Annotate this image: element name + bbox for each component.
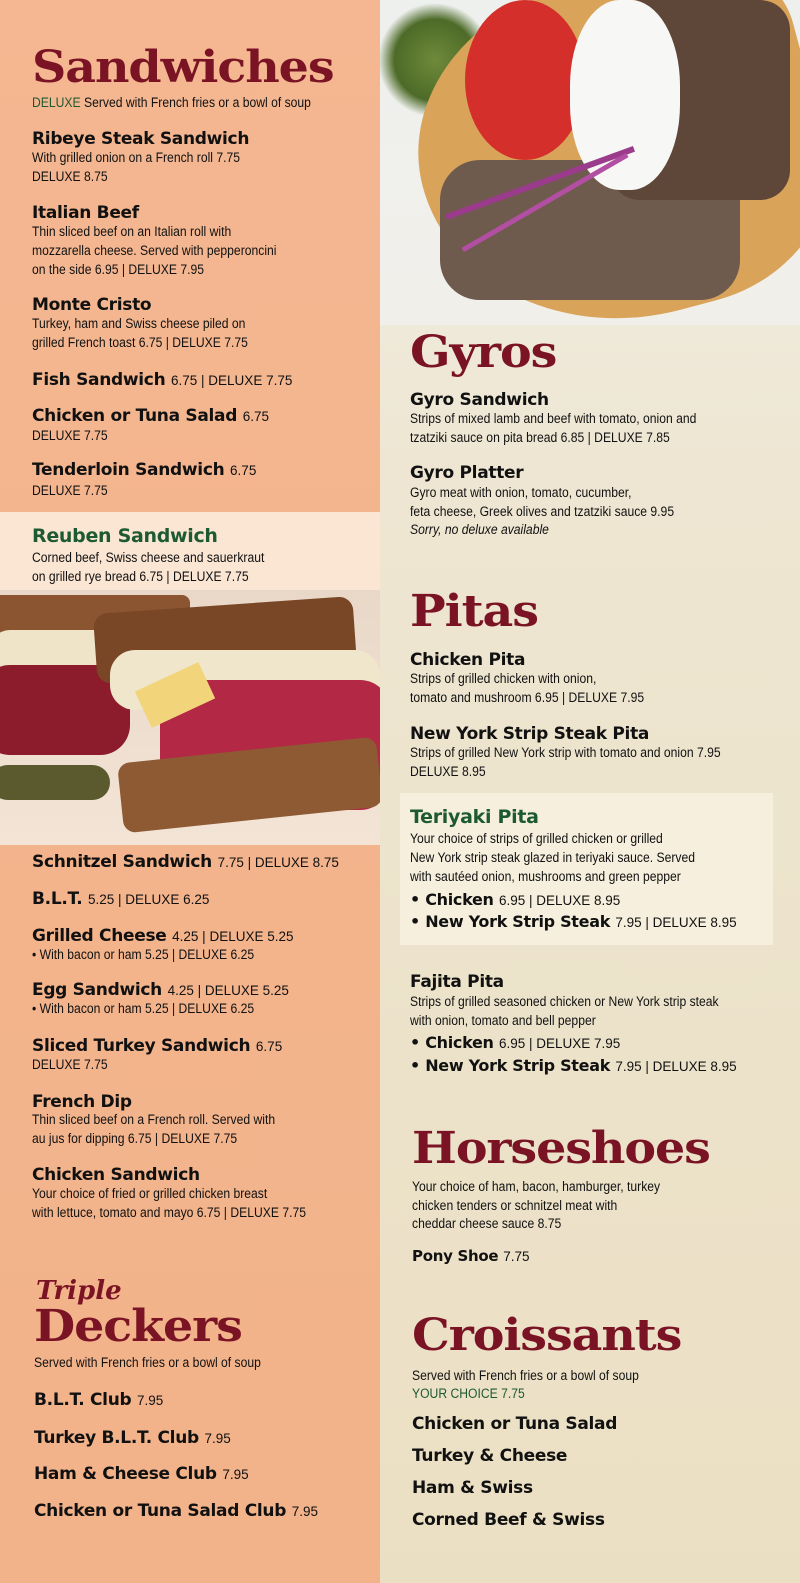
item-name: Pony Shoe <box>412 1247 499 1265</box>
croissants-title: Croissants <box>412 1310 682 1361</box>
menu-item <box>34 1390 163 1411</box>
item-desc: DELUXE 7.75 <box>32 1057 108 1072</box>
triple-title-small: Triple <box>36 1276 122 1306</box>
item-price: 7.95 <box>222 1467 249 1482</box>
item-name: Ham & Swiss <box>412 1478 533 1498</box>
deluxe-note-text: Served with French fries or a bowl of soup <box>84 95 311 110</box>
deckers-note: Served with French fries or a bowl of soup <box>34 1355 261 1370</box>
item-note: Sorry, no deluxe available <box>410 522 549 537</box>
item-price: 4.25 | DELUXE 5.25 <box>167 983 289 998</box>
item-name: Turkey B.L.T. Club <box>34 1428 199 1448</box>
item-name: Turkey & Cheese <box>412 1446 568 1466</box>
item-price: 6.75 <box>242 409 269 424</box>
menu-item <box>32 852 339 873</box>
item-price: 7.95 <box>137 1393 164 1408</box>
item-price: 7.75 <box>503 1249 530 1264</box>
item-name: Egg Sandwich <box>32 980 162 1000</box>
item-desc: Corned beef, Swiss cheese and sauerkraut <box>32 550 265 565</box>
item-desc: Thin sliced beef on a French roll. Served with <box>32 1112 276 1127</box>
croissants-note: Served with French fries or a bowl of soup <box>412 1368 639 1383</box>
item-name: Schnitzel Sandwich <box>32 852 212 872</box>
option-price: 6.95 | DELUXE 8.95 <box>498 893 621 908</box>
item-name: Ribeye Steak Sandwich <box>32 129 250 149</box>
item-desc: on grilled rye bread 6.75 | DELUXE 7.75 <box>32 569 249 584</box>
item-desc: with onion, tomato and bell pepper <box>410 1013 596 1028</box>
item-name: Monte Cristo <box>32 295 152 315</box>
item-desc: Your choice of fried or grilled chicken breast <box>32 1186 268 1201</box>
menu-item <box>34 1501 318 1522</box>
item-desc: with sautéed onion, mushrooms and green pepper <box>410 869 681 884</box>
item-desc: mozzarella cheese. Served with pepperoncini <box>32 243 277 258</box>
item-desc: Strips of grilled seasoned chicken or New York strip steak <box>410 994 719 1009</box>
item-name-reuben: Reuben Sandwich <box>32 525 218 547</box>
item-desc: DELUXE 8.95 <box>410 764 486 779</box>
item-desc: chicken tenders or schnitzel meat with <box>412 1198 618 1213</box>
item-name: Grilled Cheese <box>32 926 167 946</box>
option-price: 7.95 | DELUXE 8.95 <box>615 1059 737 1074</box>
option-price: 7.95 | DELUXE 8.95 <box>615 915 737 930</box>
item-name: Chicken Sandwich <box>32 1165 200 1185</box>
item-price: 6.75 <box>230 463 257 478</box>
item-name: Ham & Cheese Club <box>34 1464 217 1484</box>
menu-item <box>32 460 256 481</box>
option-name: • New York Strip Steak <box>410 912 611 931</box>
item-name: Gyro Sandwich <box>410 390 549 410</box>
item-name: Fish Sandwich <box>32 370 166 390</box>
horseshoes-title: Horseshoes <box>412 1123 710 1174</box>
item-price: 4.25 | DELUXE 5.25 <box>172 929 294 944</box>
item-desc: tzatziki sauce on pita bread 6.85 | DELUXE 7.85 <box>410 430 670 445</box>
menu-item <box>412 1246 529 1267</box>
pitas-title: Pitas <box>410 586 538 637</box>
item-desc: cheddar cheese sauce 8.75 <box>412 1216 562 1231</box>
item-desc: Your choice of ham, bacon, hamburger, turkey <box>412 1179 661 1194</box>
item-desc: With grilled onion on a French roll 7.75 <box>32 150 241 165</box>
item-desc: DELUXE 8.75 <box>32 169 108 184</box>
item-desc: • With bacon or ham 5.25 | DELUXE 6.25 <box>32 1001 255 1016</box>
item-price: 7.75 | DELUXE 8.75 <box>217 855 339 870</box>
item-desc: Thin sliced beef on an Italian roll with <box>32 224 232 239</box>
item-desc: au jus for dipping 6.75 | DELUXE 7.75 <box>32 1131 238 1146</box>
option <box>410 1033 620 1054</box>
item-desc: Strips of grilled New York strip with tomato and onion 7.95 <box>410 745 721 760</box>
item-name: Italian Beef <box>32 203 139 223</box>
menu-item <box>32 370 292 391</box>
item-name: Sliced Turkey Sandwich <box>32 1036 251 1056</box>
item-price: 6.75 <box>255 1039 283 1054</box>
menu-item <box>32 406 269 427</box>
sandwiches-deluxe-note <box>32 94 311 112</box>
item-desc: grilled French toast 6.75 | DELUXE 7.75 <box>32 335 248 350</box>
option <box>410 890 620 911</box>
item-price: 5.25 | DELUXE 6.25 <box>88 892 210 907</box>
item-name: B.L.T. <box>32 889 83 909</box>
item-name: Tenderloin Sandwich <box>32 460 225 480</box>
item-name: Chicken or Tuna Salad <box>412 1414 618 1434</box>
item-desc: Your choice of strips of grilled chicken or grilled <box>410 831 663 846</box>
item-name: Chicken or Tuna Salad Club <box>34 1501 287 1521</box>
item-desc: DELUXE 7.75 <box>32 428 108 443</box>
item-price: 7.95 <box>291 1504 318 1519</box>
option-price: 6.95 | DELUXE 7.95 <box>498 1036 621 1051</box>
item-name: Chicken Pita <box>410 650 526 670</box>
menu-item <box>34 1464 249 1485</box>
item-name: B.L.T. Club <box>34 1390 132 1410</box>
item-desc: Turkey, ham and Swiss cheese piled on <box>32 316 246 331</box>
menu-item <box>34 1428 231 1449</box>
item-name: Gyro Platter <box>410 463 524 483</box>
option <box>410 912 737 933</box>
menu-item <box>32 926 294 947</box>
menu-item <box>32 1036 282 1057</box>
reuben-sandwich-photo <box>0 590 380 845</box>
menu-item <box>32 889 209 910</box>
item-price: 7.95 <box>204 1431 231 1446</box>
option <box>410 1056 737 1077</box>
menu-item <box>32 980 289 1001</box>
option-name: • New York Strip Steak <box>410 1056 611 1075</box>
item-desc: Strips of grilled chicken with onion, <box>410 671 597 686</box>
item-desc: Strips of mixed lamb and beef with tomato, onion and <box>410 411 697 426</box>
item-desc: • With bacon or ham 5.25 | DELUXE 6.25 <box>32 947 255 962</box>
gyro-photo <box>380 0 800 325</box>
item-desc: Gyro meat with onion, tomato, cucumber, <box>410 485 632 500</box>
item-desc: New York strip steak glazed in teriyaki sauce. Served <box>410 850 696 865</box>
item-name: French Dip <box>32 1092 132 1112</box>
item-price: 6.75 | DELUXE 7.75 <box>171 373 293 388</box>
item-desc: DELUXE 7.75 <box>32 483 108 498</box>
deluxe-label: DELUXE <box>32 95 81 110</box>
item-desc: with lettuce, tomato and mayo 6.75 | DELUXE 7.75 <box>32 1205 306 1220</box>
option-name: • Chicken <box>410 890 494 909</box>
option-name: • Chicken <box>410 1033 494 1052</box>
gyros-title: Gyros <box>410 327 557 378</box>
item-name: New York Strip Steak Pita <box>410 724 650 744</box>
item-desc: on the side 6.95 | DELUXE 7.95 <box>32 262 205 277</box>
deckers-title: Deckers <box>34 1301 242 1352</box>
sandwiches-title: Sandwiches <box>32 42 334 93</box>
item-desc: tomato and mushroom 6.95 | DELUXE 7.95 <box>410 690 645 705</box>
item-name: Chicken or Tuna Salad <box>32 406 238 426</box>
item-name: Fajita Pita <box>410 972 504 992</box>
item-desc: feta cheese, Greek olives and tzatziki sauce 9.95 <box>410 504 675 519</box>
item-name: Corned Beef & Swiss <box>412 1510 605 1530</box>
croissants-choice: YOUR CHOICE 7.75 <box>412 1386 525 1401</box>
item-name-teriyaki: Teriyaki Pita <box>410 806 539 828</box>
